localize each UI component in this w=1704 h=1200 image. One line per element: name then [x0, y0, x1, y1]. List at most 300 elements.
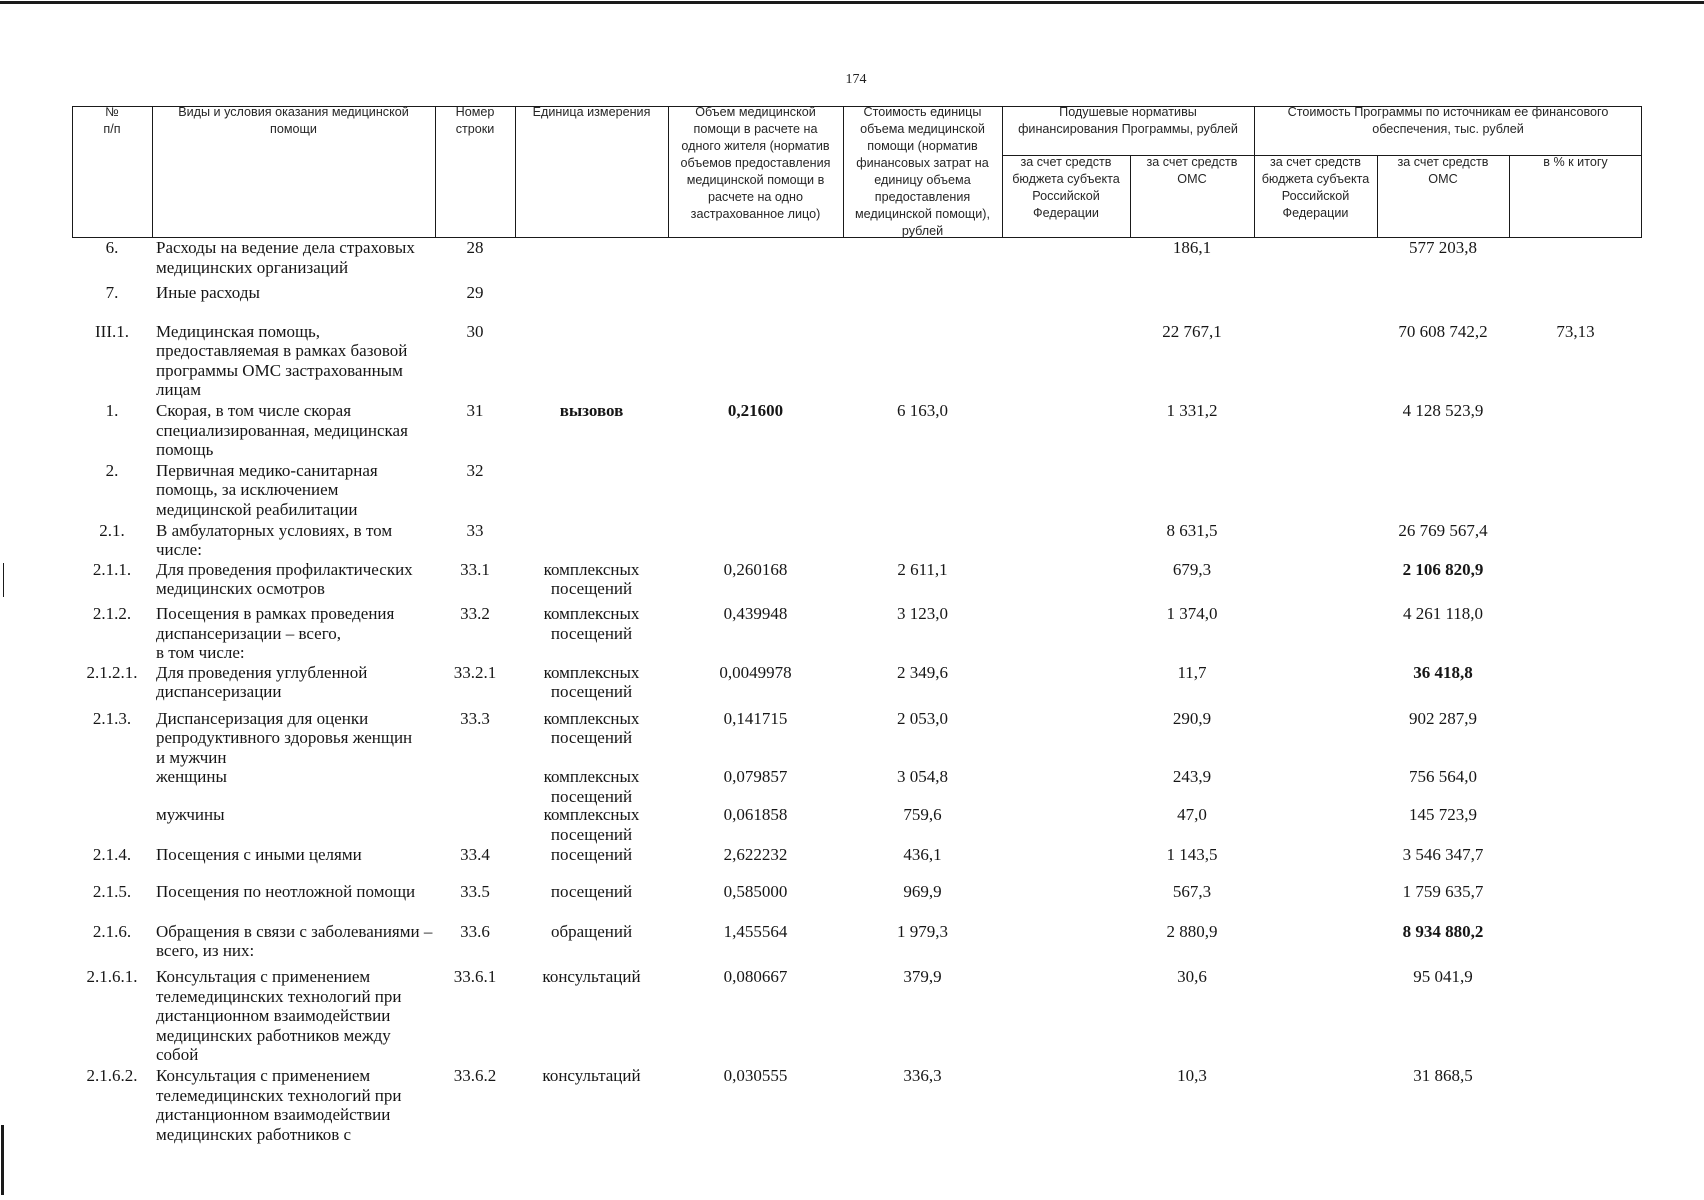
scan-edge-line: [0, 1, 1704, 4]
cell-name: [152, 1066, 435, 1144]
cell-value: 33.1: [460, 559, 490, 579]
header-line: Российской: [1281, 189, 1350, 203]
cell-per-capita-oms: [1130, 604, 1254, 624]
cell-volume: [668, 845, 843, 865]
cell-num: [72, 521, 152, 541]
row-title-line: Расходы на ведение дела страховых: [156, 238, 415, 257]
header-program-budget: [1254, 154, 1377, 222]
header-percent-of-total: [1509, 154, 1642, 171]
header-line: за счет средств: [1270, 155, 1361, 169]
cell-value: 2 880,9: [1166, 921, 1218, 941]
cell-value: комплексных: [543, 559, 640, 579]
cell-num: [72, 1066, 152, 1086]
cell-program-oms: [1377, 521, 1509, 541]
cell-value: 1,455564: [723, 921, 788, 941]
header-line: медицинской помощи в: [686, 173, 825, 187]
cell-value: 8 934 880,2: [1402, 921, 1484, 941]
header-line: ОМС: [1428, 172, 1458, 186]
cell-per-capita-oms: [1130, 845, 1254, 865]
cell-value: 3 123,0: [897, 604, 948, 624]
cell-value: посещений: [550, 824, 633, 844]
row-title-line: медицинских работников с: [156, 1124, 352, 1144]
cell-value: 436,1: [903, 845, 942, 865]
header-line: обеспечения, тыс. рублей: [1372, 122, 1524, 136]
cell-num: [72, 604, 152, 624]
cell-unit-cost: [843, 560, 1002, 580]
row-title-line: числе:: [156, 540, 202, 560]
cell-value: 336,3: [903, 1066, 942, 1085]
row-title-line: дистанционном взаимодействии: [156, 1105, 391, 1125]
cell-value: 2.1.2.1.: [86, 662, 138, 682]
cell-value: 22 767,1: [1162, 321, 1222, 341]
cell-volume: [668, 882, 843, 902]
cell-num: [72, 461, 152, 481]
cell-num: [72, 845, 152, 865]
cell-program-oms: [1377, 845, 1509, 865]
cell-program-oms: [1377, 322, 1509, 342]
cell-row-no: [435, 521, 515, 541]
cell-value: III.1.: [95, 321, 129, 341]
row-title-line: Посещения с иными целями: [156, 845, 362, 865]
cell-per-capita-oms: [1130, 1066, 1254, 1086]
cell-value: 2.1.1.: [92, 559, 132, 579]
cell-value: посещений: [550, 579, 633, 599]
header-line: бюджета субъекта: [1012, 172, 1120, 186]
cell-unit: [515, 401, 668, 421]
cell-per-capita-oms: [1130, 922, 1254, 942]
cell-value: 28: [466, 238, 484, 257]
cell-program-oms: [1377, 922, 1509, 942]
cell-value: 0,141715: [723, 708, 788, 728]
cell-volume: [668, 560, 843, 580]
cell-value: 30: [466, 321, 484, 341]
cell-value: 145 723,9: [1409, 805, 1477, 825]
cell-value: 0,260168: [723, 559, 788, 579]
cell-value: 2.1.2.: [92, 604, 132, 624]
row-title-line: Для проведения профилактических: [156, 559, 413, 579]
cell-program-oms: [1377, 663, 1509, 683]
cell-unit: [515, 560, 668, 599]
cell-value: комплексных: [543, 805, 640, 825]
header-line: помощи (норматив: [867, 139, 978, 153]
cell-value: 33.4: [460, 845, 490, 865]
header-line: за счет средств: [1397, 155, 1489, 169]
row-title-line: собой: [156, 1045, 199, 1065]
cell-value: 902 287,9: [1409, 708, 1477, 728]
cell-row-no: [435, 663, 515, 683]
cell-unit-cost: [843, 709, 1002, 729]
cell-volume: [668, 967, 843, 987]
cell-value: 567,3: [1172, 882, 1212, 902]
cell-value: 33: [466, 520, 484, 540]
header-volume: [668, 104, 843, 223]
cell-value: 3 054,8: [897, 767, 948, 787]
cell-value: 2.1.6.2.: [86, 1066, 138, 1085]
cell-value: посещений: [550, 786, 633, 806]
header-line: Стоимость Программы по источникам ее финансового: [1287, 105, 1609, 119]
cell-value: посещений: [550, 623, 633, 643]
cell-value: 33.3: [460, 708, 490, 728]
cell-value: 969,9: [903, 882, 942, 902]
cell-value: 4 261 118,0: [1402, 604, 1484, 624]
cell-value: комплексных: [543, 767, 640, 787]
row-title-line: Медицинская помощь,: [156, 321, 321, 341]
cell-unit-cost: [843, 967, 1002, 987]
cell-per-capita-oms: [1130, 805, 1254, 825]
row-title-line: В амбулаторных условиях, в том: [156, 520, 393, 540]
cell-value: посещений: [550, 845, 633, 865]
cell-value: 0,061858: [723, 805, 788, 825]
cell-value: 1.: [105, 401, 119, 420]
cell-unit: [515, 1066, 668, 1086]
header-line: финансовых затрат на: [856, 156, 989, 170]
cell-value: 2.: [105, 460, 119, 480]
cell-value: 679,3: [1172, 559, 1212, 579]
cell-per-capita-oms: [1130, 967, 1254, 987]
cell-volume: [668, 401, 843, 421]
row-title-line: помощь: [156, 440, 214, 460]
cell-num: [72, 882, 152, 902]
cell-volume: [668, 604, 843, 624]
cell-row-no: [435, 560, 515, 580]
header-line: Номер: [455, 105, 495, 119]
header-unit: [515, 104, 668, 121]
cell-num: [72, 401, 152, 421]
header-line: Объем медицинской: [695, 105, 816, 119]
header-line: Федерации: [1282, 206, 1349, 220]
row-title-line: репродуктивного здоровья женщин: [156, 728, 413, 748]
cell-value: 756 564,0: [1409, 767, 1477, 787]
header-line: расчете на одно: [708, 190, 803, 204]
cell-value: 1 759 635,7: [1402, 882, 1484, 902]
cell-program-oms: [1377, 767, 1509, 787]
header-divider: [515, 106, 516, 238]
cell-value: 2.1.6.: [92, 921, 132, 941]
cell-value: 1 979,3: [897, 921, 948, 941]
cell-value: 1 143,5: [1166, 845, 1218, 865]
header-line: за счет средств: [1146, 155, 1238, 169]
header-line: №: [105, 105, 119, 119]
header-line: финансирования Программы, рублей: [1018, 122, 1238, 136]
header-line: Стоимость единицы: [863, 105, 982, 119]
row-title-line: специализированная, медицинская: [156, 420, 408, 440]
cell-unit: [515, 767, 668, 806]
cell-name: [152, 322, 435, 400]
cell-value: 0,080667: [723, 967, 788, 987]
row-title-line: телемедицинских технологий при: [156, 986, 402, 1006]
row-title-line: медицинских организаций: [156, 257, 349, 277]
row-title-line: всего, из них:: [156, 941, 255, 961]
cell-unit-cost: [843, 604, 1002, 624]
row-title-line: женщины: [156, 767, 227, 787]
cell-row-no: [435, 967, 515, 987]
row-title-line: диспансеризации – всего,: [156, 623, 342, 643]
header-line: Федерации: [1033, 206, 1099, 220]
cell-value: 2,622232: [723, 845, 788, 865]
cell-volume: [668, 1066, 843, 1086]
row-title-line: программы ОМС застрахованным: [156, 360, 403, 380]
cell-name: [152, 401, 435, 460]
row-title-line: Первичная медико-санитарная: [156, 460, 378, 480]
header-line: строки: [455, 122, 495, 136]
cell-value: 0,585000: [723, 882, 788, 902]
header-line: бюджета субъекта: [1261, 172, 1370, 186]
cell-row-no: [435, 922, 515, 942]
cell-value: 73,13: [1556, 321, 1595, 341]
row-title-line: медицинских работников между: [156, 1025, 391, 1045]
cell-row-no: [435, 845, 515, 865]
cell-pct: [1509, 322, 1642, 342]
row-title-line: Диспансеризация для оценки: [156, 708, 369, 728]
cell-unit: [515, 709, 668, 748]
cell-unit: [515, 845, 668, 865]
header-line: в % к итогу: [1543, 155, 1608, 169]
cell-per-capita-oms: [1130, 663, 1254, 683]
cell-value: 32: [466, 460, 484, 480]
cell-program-oms: [1377, 709, 1509, 729]
cell-num: [72, 967, 152, 987]
cell-value: 2 053,0: [897, 708, 948, 728]
header-line: застрахованное лицо): [690, 207, 821, 221]
cell-name: [152, 845, 435, 865]
cell-value: 0,439948: [723, 604, 788, 624]
cell-volume: [668, 922, 843, 942]
cell-value: 379,9: [903, 967, 942, 987]
cell-value: 33.6.1: [453, 967, 497, 987]
header-line: п/п: [103, 122, 121, 136]
cell-per-capita-oms: [1130, 521, 1254, 541]
cell-value: консультаций: [542, 1066, 641, 1085]
header-line: помощи: [270, 122, 317, 136]
header-line: Единица измерения: [532, 105, 651, 119]
cell-name: [152, 882, 435, 902]
cell-value: 11,7: [1177, 662, 1207, 682]
cell-name: [152, 461, 435, 520]
cell-name: [152, 663, 435, 702]
header-unit-cost: [843, 104, 1002, 240]
cell-row-no: [435, 709, 515, 729]
row-title-line: Посещения по неотложной помощи: [156, 882, 416, 902]
cell-value: обращений: [550, 921, 633, 941]
cell-value: 33.2: [460, 604, 490, 624]
cell-value: 29: [466, 282, 484, 302]
header-program-cost-group: [1254, 104, 1642, 138]
cell-value: 3 546 347,7: [1402, 845, 1484, 865]
cell-num: [72, 238, 152, 258]
cell-value: 290,9: [1172, 708, 1212, 728]
cell-value: 0,079857: [723, 767, 788, 787]
cell-value: 10,3: [1177, 1066, 1207, 1085]
row-title-line: и мужчин: [156, 747, 227, 767]
cell-value: 0,030555: [723, 1066, 788, 1085]
cell-value: 0,0049978: [719, 662, 792, 682]
cell-unit-cost: [843, 767, 1002, 787]
cell-value: 2.1.5.: [92, 882, 132, 902]
cell-value: комплексных: [543, 604, 640, 624]
header-line: объемов предоставления: [680, 156, 831, 170]
cell-unit-cost: [843, 845, 1002, 865]
cell-value: 1 331,2: [1166, 401, 1218, 420]
cell-program-oms: [1377, 604, 1509, 624]
cell-value: комплексных: [543, 708, 640, 728]
cell-num: [72, 560, 152, 580]
row-title-line: помощь, за исключением: [156, 480, 339, 500]
row-title-line: мужчины: [156, 805, 225, 825]
cell-program-oms: [1377, 882, 1509, 902]
cell-value: посещений: [550, 882, 633, 902]
header-line: Подушевые нормативы: [1059, 105, 1197, 119]
header-line: единицу объема: [874, 173, 971, 187]
header-line: одного жителя (норматив: [681, 139, 830, 153]
header-line: объема медицинской: [860, 122, 985, 136]
cell-value: 95 041,9: [1413, 967, 1473, 987]
cell-value: 70 608 742,2: [1398, 321, 1488, 341]
cell-row-no: [435, 238, 515, 258]
header-program-oms: [1377, 154, 1509, 188]
header-line: Российской: [1032, 189, 1100, 203]
cell-value: 2 106 820,9: [1402, 559, 1484, 579]
header-per-capita-oms: [1130, 154, 1254, 188]
cell-volume: [668, 663, 843, 683]
cell-value: 186,1: [1172, 238, 1212, 257]
cell-value: 2.1.4.: [92, 845, 132, 865]
cell-unit: [515, 805, 668, 844]
header-row-number: [435, 104, 515, 138]
cell-value: 30,6: [1177, 967, 1207, 987]
header-line: рублей: [901, 224, 944, 238]
cell-unit-cost: [843, 882, 1002, 902]
cell-value: 8 631,5: [1166, 520, 1218, 540]
cell-value: 2.1.6.1.: [86, 967, 138, 987]
cell-value: консультаций: [542, 967, 641, 987]
cell-value: 2.1.3.: [92, 708, 132, 728]
cell-value: 7.: [105, 282, 119, 302]
row-title-line: Посещения в рамках проведения: [156, 604, 395, 624]
row-title-line: Скорая, в том числе скорая: [156, 401, 352, 420]
cell-row-no: [435, 604, 515, 624]
cell-value: 31 868,5: [1413, 1066, 1473, 1085]
cell-value: 6 163,0: [897, 401, 948, 420]
cell-unit-cost: [843, 1066, 1002, 1086]
cell-value: 4 128 523,9: [1402, 401, 1484, 420]
cell-row-no: [435, 283, 515, 303]
cell-num: [72, 922, 152, 942]
cell-name: [152, 805, 435, 825]
cell-value: 33.6.2: [453, 1066, 497, 1085]
cell-name: [152, 767, 435, 787]
cell-name: [152, 521, 435, 560]
cell-unit: [515, 663, 668, 702]
cell-name: [152, 709, 435, 768]
cell-value: 759,6: [903, 805, 942, 825]
cell-value: 2 349,6: [897, 662, 948, 682]
cell-per-capita-oms: [1130, 882, 1254, 902]
scan-margin-mark: [3, 563, 4, 597]
cell-value: 33.2.1: [453, 662, 497, 682]
cell-program-oms: [1377, 560, 1509, 580]
cell-unit-cost: [843, 805, 1002, 825]
cell-volume: [668, 805, 843, 825]
row-title-line: медицинских осмотров: [156, 579, 325, 599]
row-title-line: Для проведения углубленной: [156, 662, 368, 682]
row-title-line: диспансеризации: [156, 682, 282, 702]
cell-per-capita-oms: [1130, 560, 1254, 580]
cell-value: 1 374,0: [1166, 604, 1218, 624]
cell-program-oms: [1377, 401, 1509, 421]
cell-unit: [515, 967, 668, 987]
row-title-line: телемедицинских технологий при: [156, 1085, 402, 1105]
row-title-line: Консультация с применением: [156, 1066, 371, 1085]
cell-value: 33.5: [460, 882, 490, 902]
cell-unit-cost: [843, 401, 1002, 421]
row-title-line: Консультация с применением: [156, 967, 371, 987]
cell-row-no: [435, 322, 515, 342]
row-title-line: дистанционном взаимодействии: [156, 1006, 391, 1026]
header-line: предоставления: [874, 190, 971, 204]
cell-value: вызовов: [559, 401, 624, 420]
cell-per-capita-oms: [1130, 401, 1254, 421]
cell-name: [152, 604, 435, 663]
cell-value: комплексных: [543, 662, 640, 682]
cell-row-no: [435, 401, 515, 421]
header-line: помощи в расчете на: [693, 122, 818, 136]
row-title-line: лицам: [156, 380, 201, 400]
cell-unit-cost: [843, 663, 1002, 683]
cell-unit: [515, 922, 668, 942]
cell-value: 26 769 567,4: [1398, 520, 1488, 540]
cell-value: 33.6: [460, 921, 490, 941]
header-line: Виды и условия оказания медицинской: [178, 105, 409, 119]
cell-row-no: [435, 461, 515, 481]
cell-value: 2.1.: [99, 520, 125, 540]
cell-volume: [668, 709, 843, 729]
cell-value: 243,9: [1172, 767, 1212, 787]
header-line: за счет средств: [1020, 155, 1112, 169]
cell-value: 0,21600: [727, 401, 784, 420]
cell-num: [72, 322, 152, 342]
cell-value: 577 203,8: [1409, 238, 1477, 257]
cell-num: [72, 709, 152, 729]
cell-num: [72, 663, 152, 683]
header-num: [72, 104, 152, 138]
row-title-line: в том числе:: [156, 643, 245, 663]
scan-margin-mark: [1, 1125, 4, 1195]
cell-unit: [515, 604, 668, 643]
cell-value: 6.: [105, 238, 119, 257]
cell-row-no: [435, 882, 515, 902]
row-title-line: Обращения в связи с заболеваниями –: [156, 921, 433, 941]
cell-name: [152, 967, 435, 1065]
header-per-capita-group: [1002, 104, 1254, 138]
cell-name: [152, 283, 435, 303]
cell-value: 47,0: [1177, 805, 1207, 825]
cell-value: 2 611,1: [897, 559, 948, 579]
cell-volume: [668, 767, 843, 787]
header-service-type: [152, 104, 435, 138]
header-per-capita-budget: [1002, 154, 1130, 222]
cell-name: [152, 922, 435, 961]
row-title-line: медицинской реабилитации: [156, 499, 358, 519]
cell-name: [152, 238, 435, 277]
cell-value: посещений: [550, 728, 633, 748]
cell-unit-cost: [843, 922, 1002, 942]
cell-program-oms: [1377, 1066, 1509, 1086]
cell-name: [152, 560, 435, 599]
row-title-line: предоставляемая в рамках базовой: [156, 341, 408, 361]
cell-value: 31: [466, 401, 484, 420]
header-line: медицинской помощи),: [854, 207, 991, 221]
cell-unit: [515, 882, 668, 902]
